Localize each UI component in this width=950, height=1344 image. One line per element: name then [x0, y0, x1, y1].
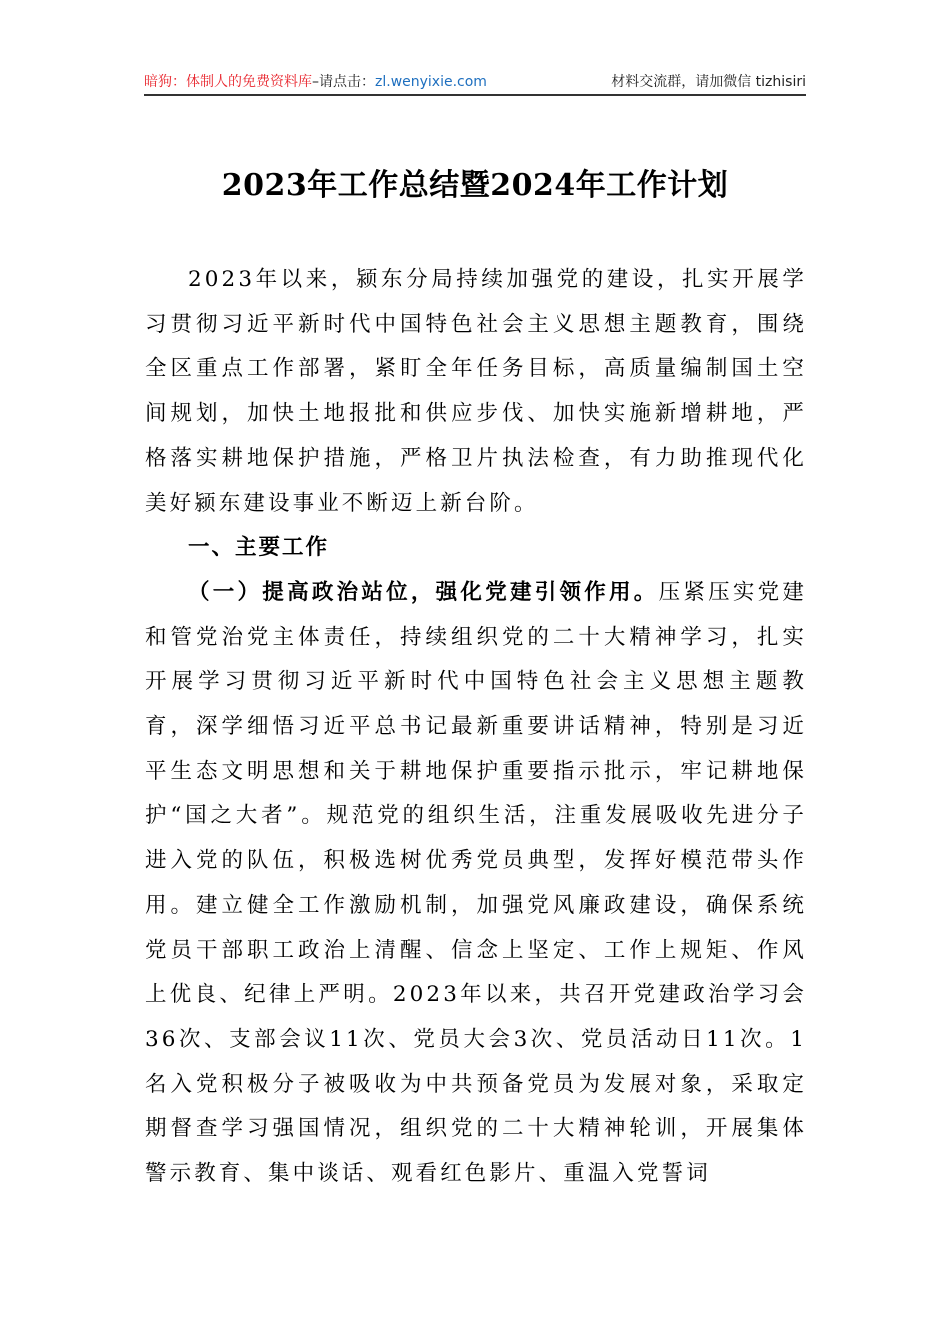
document-body: [145, 258, 807, 1197]
page-header-banner: [144, 70, 806, 94]
subsection-paragraph-party-building: [145, 571, 807, 1197]
document-title: 2023年工作总结暨2024年工作计划: [221, 168, 729, 203]
intro-paragraph: 2023年以来，颍东分局持续加强党的建设，扎实开展学习贯彻习近平新时代中国特色社会主义思想主题教育，围绕全区重点工作部署，紧盯全年任务目标，高质量编制国土空间规划，加快土地报批和供应步伐、加快实施新增耕地，严格落实耕地保护措施，严格卫片执法检查，有力助推现代化美好颍东建设事业不断迈上新台阶。: [145, 267, 807, 516]
wechat-contact-text: 材料交流群，请加微信 tizhisiri: [611, 74, 806, 90]
header-divider: [144, 94, 806, 96]
promo-text: 暗狗：体制人的免费资料库: [144, 74, 312, 90]
subsection-body-text: 压紧压实党建和管党治党主体责任，持续组织党的二十大精神学习，扎实开展学习贯彻习近平新时代中国特色社会主义思想主题教育，深学细悟习近平总书记最新重要讲话精神，特别是习近平生态文明思想和关于耕地保护重要指示批示，牢记耕地保护“国之大者”。规范党的组织生活，注重发展吸收先进分子进入党的队伍，积极选树优秀党员典型，发挥好模范带头作用。建立健全工作激励机制，加强党风廉政建设，确保系统党员干部职工政治上清醒、信念上坚定、工作上规矩、作风上优良、纪律上严明。2023年以来，共召开党建政治学习会36次、支部会议11次、党员大会3次、党员活动日11次。1名入党积极分子被吸收为中共预备党员为发展对象，采取定期督查学习强国情况，组织党的二十大精神轮训，开展集体警示教育、集中谈话、观看红色影片、重温入党誓词: [145, 579, 807, 1187]
website-link[interactable]: zl.wenyixie.com: [375, 74, 487, 90]
section-heading-main-work: 一、主要工作: [188, 535, 330, 561]
subsection-lead-heading: （一）提高政治站位，强化党建引领作用。: [188, 579, 659, 605]
header-left-group: [144, 72, 487, 92]
click-prompt-text: –请点击：: [312, 74, 375, 90]
